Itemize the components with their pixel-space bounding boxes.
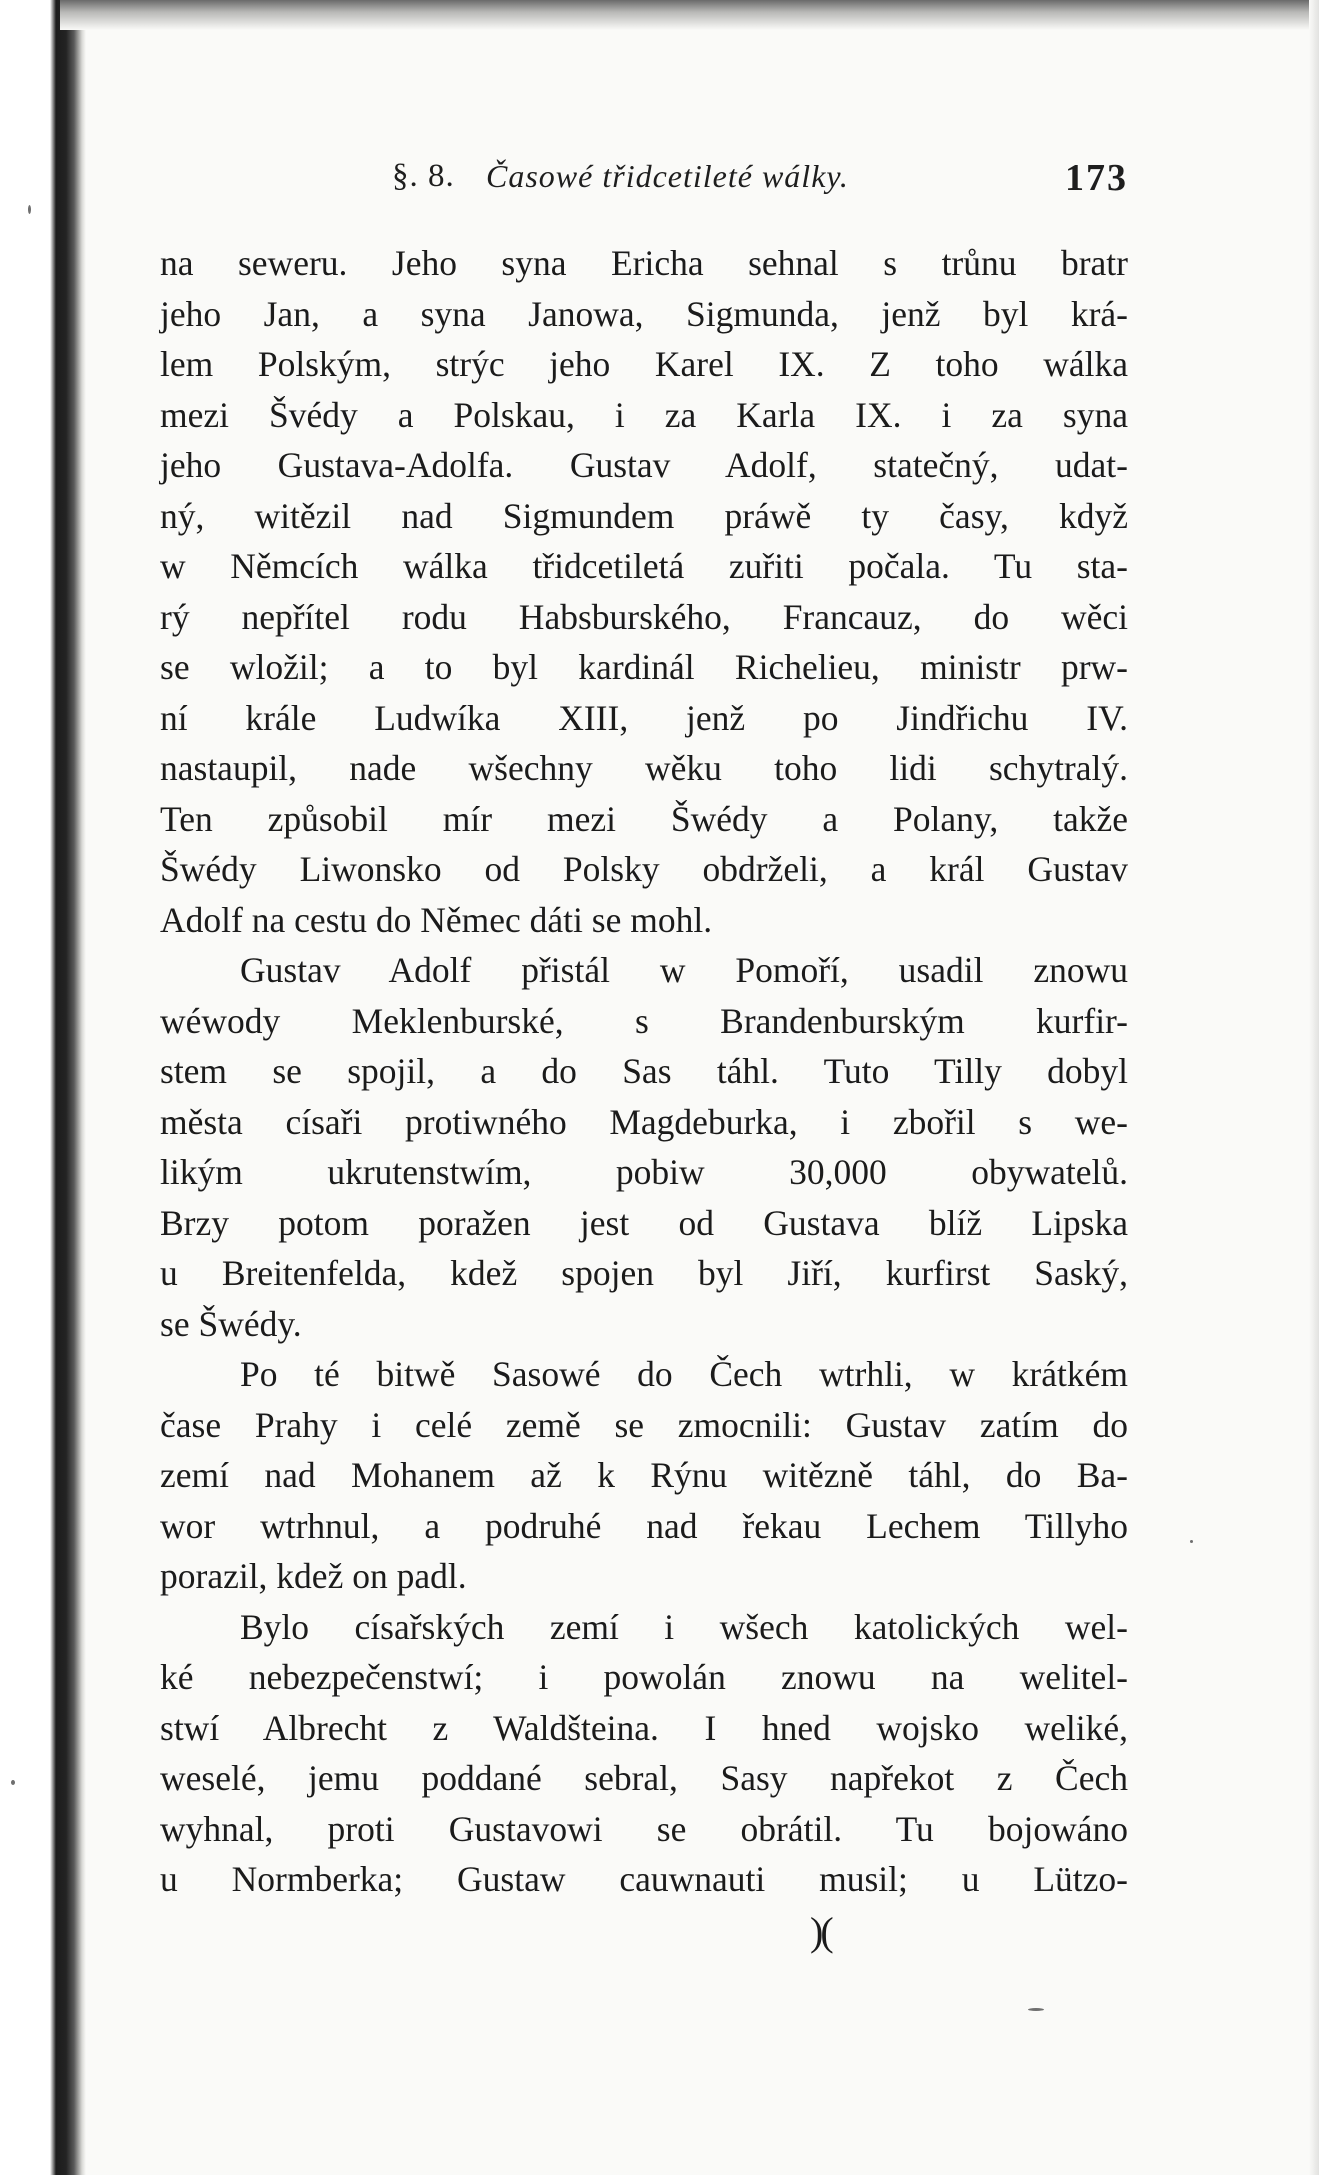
text-line: stwí Albrecht z Waldšteina. I hned wojsko weliké, [160, 1707, 1128, 1748]
text-line: lem Polským, strýc jeho Karel IX. Z toho wálka [160, 344, 1128, 384]
running-title: Časowé třidcetileté wálky. [486, 158, 849, 194]
text-line: Bylo císařských zemí i wšech katolických wel- [240, 1606, 1128, 1647]
text-line: rý nepřítel rodu Habsburského, Francauz, do wěci [160, 596, 1128, 637]
text-line: Po té bitwě Sasowé do Čech wtrhli, w krátkém [240, 1354, 1128, 1394]
text-line: Ten způsobil mír mezi Šwédy a Polany, takže [160, 798, 1128, 839]
text-line: stem se spojil, a do Sas táhl. Tuto Tilly dobyl [160, 1051, 1128, 1091]
text-line: nastaupil, nade wšechny wěku toho lidi schytralý. [160, 748, 1128, 788]
text-line: jeho Gustava-Adolfa. Gustav Adolf, statečný, udat- [160, 445, 1128, 485]
text-line: wéwody Meklenburské, s Brandenburským kurfir- [160, 1000, 1128, 1041]
scan-speck [1190, 1540, 1193, 1543]
text-line: mezi Švédy a Polskau, i za Karla IX. i za syna [160, 394, 1128, 435]
section-number: §. 8. [392, 158, 455, 194]
text-line: wyhnal, proti Gustavowi se obrátil. Tu bojowáno [160, 1808, 1128, 1849]
text-line: Adolf na cestu do Němec dáti se mohl. [160, 899, 713, 940]
scan-speck [28, 205, 31, 214]
text-line: u Breitenfelda, kdež spojen byl Jiří, kurfirst Saský, [160, 1253, 1128, 1293]
text-line: jeho Jan, a syna Janowa, Sigmunda, jenž byl krá- [160, 293, 1128, 334]
catchword-mark: )( [810, 1909, 831, 1954]
text-line: ný, witězil nad Sigmundem práwě ty časy, když [160, 495, 1128, 536]
scan-speck [11, 1780, 15, 1785]
text-line: wor wtrhnul, a podruhé nad řekau Lechem Tillyho [160, 1505, 1128, 1546]
text-line: Gustav Adolf přistál w Pomoří, usadil znowu [240, 950, 1128, 990]
text-line: u Normberka; Gustaw cauwnauti musil; u Lützo- [160, 1859, 1128, 1899]
body-text [160, 238, 1128, 1905]
page-number: 173 [1065, 157, 1128, 199]
running-header [160, 158, 1128, 206]
text-line: města císaři protiwného Magdeburka, i zbořil s we- [160, 1101, 1128, 1142]
page-binding-edge [0, 0, 86, 2175]
text-line: w Němcích wálka třidcetiletá zuřiti počala. Tu sta- [160, 546, 1128, 586]
text-line: weselé, jemu poddané sebral, Sasy napřekot z Čech [160, 1758, 1128, 1798]
text-line: ní krále Ludwíka XIII, jenž po Jindřichu IV. [160, 697, 1128, 738]
page-top-shadow [60, 0, 1319, 30]
text-line: porazil, kdež on padl. [160, 1556, 467, 1596]
text-line: Brzy potom poražen jest od Gustava blíž Lipska [160, 1202, 1128, 1243]
text-line: se Šwédy. [160, 1303, 302, 1344]
text-line: čase Prahy i celé země se zmocnili: Gustav zatím do [160, 1404, 1128, 1445]
text-line: Šwédy Liwonsko od Polsky obdrželi, a král Gustav [160, 849, 1128, 889]
page-right-edge [1309, 0, 1319, 2175]
scan-speck [1028, 2008, 1044, 2011]
text-line: ké nebezpečenstwí; i powolán znowu na welitel- [160, 1657, 1128, 1697]
text-line: zemí nad Mohanem až k Rýnu witězně táhl, do Ba- [160, 1455, 1128, 1495]
text-line: se wložil; a to byl kardinál Richelieu, ministr prw- [160, 647, 1128, 687]
text-line: na seweru. Jeho syna Ericha sehnal s trůnu bratr [160, 243, 1128, 283]
text-line: likým ukrutenstwím, pobiw 30,000 obywatelů. [160, 1152, 1128, 1192]
